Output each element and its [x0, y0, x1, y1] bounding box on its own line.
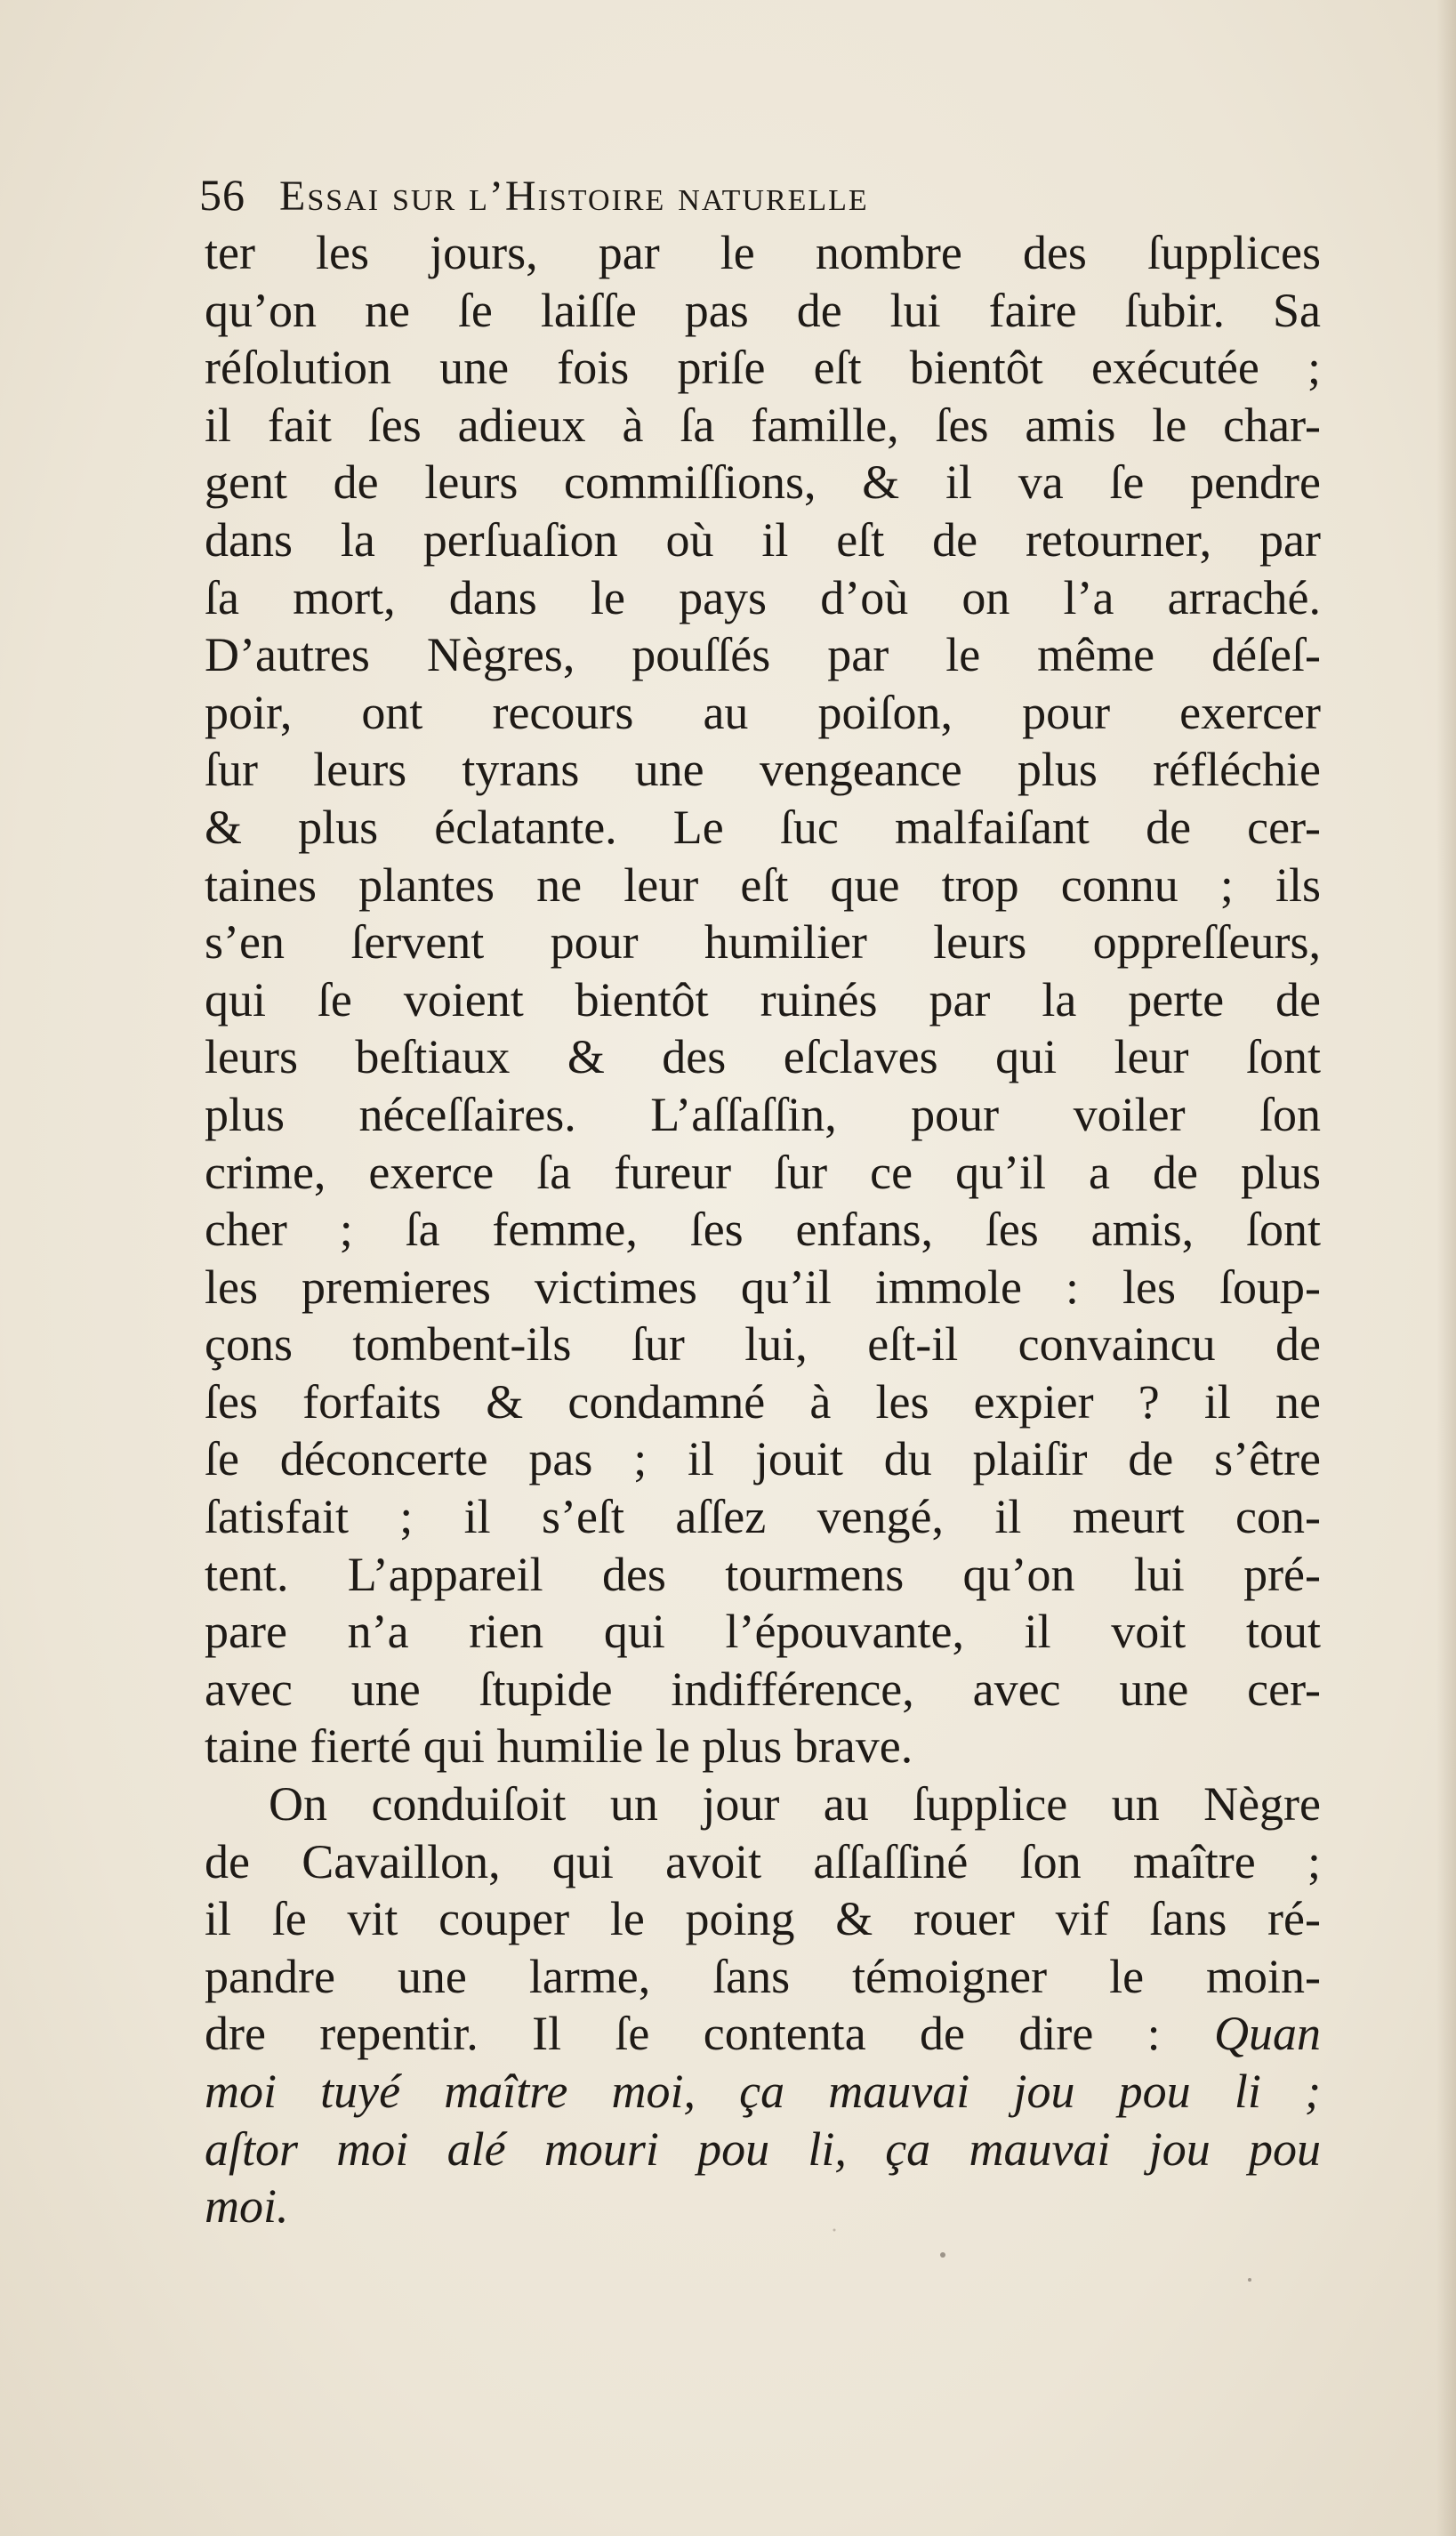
text-line: ter les jours, par le nombre des ſupplices	[205, 226, 1321, 279]
running-title: Essai sur l’Histoire naturelle	[279, 173, 869, 220]
text-line: il fait ſes adieux à ſa famille, ſes amis le char-	[205, 398, 1321, 452]
page-body	[205, 224, 1321, 2235]
text-line: çons tombent-ils ſur lui, eſt-il convaincu de	[205, 1317, 1321, 1372]
paragraph-first-line: On conduiſoit un jour au ſupplice un Nègre	[269, 1777, 1321, 1832]
text-line: ſatisfait ; il s’eſt aſſez vengé, il meurt con-	[205, 1490, 1321, 1544]
text-line: pandre une larme, ſans témoigner le moin-	[205, 1949, 1321, 2003]
text-line: & plus éclatante. Le ſuc malfaiſant de cer-	[205, 800, 1321, 854]
page-number: 56	[199, 170, 245, 220]
text-line: crime, exerce ſa fureur ſur ce qu’il a de plus	[205, 1145, 1321, 1199]
text-line: dans la perſuaſion où il eſt de retourner, par	[205, 512, 1321, 567]
text-line: s’en ſervent pour humilier leurs oppreſſeurs,	[205, 915, 1321, 970]
running-header	[199, 164, 1222, 226]
text-segment: dre repentir. Il ſe contenta de dire :	[205, 2007, 1161, 2061]
text-line: pare n’a rien qui l’épouvante, il voit tout	[205, 1605, 1321, 1659]
creole-quote-line: moi tuyé maître moi, ça mauvai jou pou li ;	[205, 2065, 1321, 2118]
creole-quote-start: Quan	[1214, 2007, 1321, 2061]
creole-quote-line: moi.	[205, 2179, 289, 2234]
text-line: ſur leurs tyrans une vengeance plus réfléchie	[205, 743, 1321, 797]
text-line: leurs beſtiaux & des eſclaves qui leur ſont	[205, 1030, 1321, 1084]
text-line: qu’on ne ſe laiſſe pas de lui faire ſubir. Sa	[205, 283, 1321, 337]
text-line: de Cavaillon, qui avoit aſſaſſiné ſon maître ;	[205, 1834, 1321, 1888]
text-line-with-quote	[205, 2005, 1321, 2063]
text-line: taine fierté qui humilie le plus brave.	[205, 1719, 913, 1774]
text-line: plus néceſſaires. L’aſſaſſin, pour voiler ſon	[205, 1087, 1321, 1141]
text-line: tent. L’appareil des tourmens qu’on lui pré-	[205, 1547, 1321, 1601]
text-line: qui ſe voient bientôt ruinés par la perte de	[205, 972, 1321, 1026]
text-line: réſolution une fois priſe eſt bientôt exécutée ;	[205, 341, 1321, 395]
creole-quote-line: aſtor moi alé mouri pou li, ça mauvai jou pou	[205, 2121, 1321, 2176]
text-line: cher ; ſa femme, ſes enfans, ſes amis, ſont	[205, 1203, 1321, 1257]
text-line: il ſe vit couper le poing & rouer vif ſans ré-	[205, 1892, 1321, 1946]
text-line: ſes forfaits & condamné à les expier ? il ne	[205, 1374, 1321, 1429]
text-line: ſe déconcerte pas ; il jouit du plaiſir de s’être	[205, 1432, 1321, 1486]
text-line: avec une ſtupide indifférence, avec une cer-	[205, 1662, 1321, 1716]
text-line: poir, ont recours au poiſon, pour exercer	[205, 685, 1321, 739]
text-line: ſa mort, dans le pays d’où on l’a arraché.	[205, 570, 1321, 624]
text-line: les premieres victimes qu’il immole : les ſoup-	[205, 1260, 1321, 1314]
text-line: D’autres Nègres, pouſſés par le même déſeſ-	[205, 628, 1321, 682]
text-line: gent de leurs commiſſions, & il va ſe pendre	[205, 455, 1321, 510]
text-line: taines plantes ne leur eſt que trop connu ; ils	[205, 857, 1321, 912]
